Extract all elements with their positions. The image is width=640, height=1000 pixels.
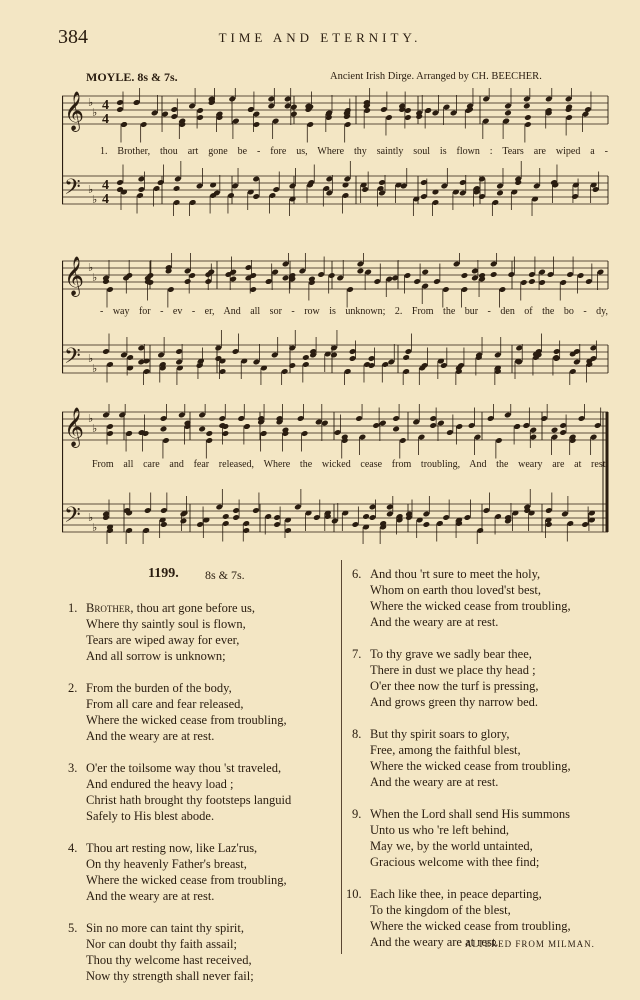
stanza-number: 6. <box>352 567 362 581</box>
svg-text:♭: ♭ <box>88 512 94 524</box>
tune-name: MOYLE. 8s & 7s. <box>86 70 178 84</box>
stanza-line: And the weary are at rest. <box>370 935 499 949</box>
svg-text:𝄢: 𝄢 <box>64 503 81 533</box>
column-divider <box>341 560 342 954</box>
stanza-line: And endured the heavy load ; <box>86 777 234 791</box>
running-title: TIME AND ETERNITY. <box>218 30 422 45</box>
stanza-line: Thou art resting now, like Laz'rus, <box>86 841 258 855</box>
stanza-line: Where the wicked cease from troubling, <box>86 713 287 727</box>
stanza-2 <box>68 680 291 744</box>
svg-text:𝄢: 𝄢 <box>64 344 81 374</box>
svg-text:♭: ♭ <box>88 97 94 109</box>
svg-text:4: 4 <box>102 98 109 113</box>
stanza-line: Where the wicked cease from troubling, <box>86 873 287 887</box>
stanza-line: And the weary are at rest. <box>86 889 215 903</box>
stanza-line: Now thy strength shall never fail; <box>86 969 254 983</box>
stanza-line: May we, by the world untainted, <box>370 839 533 853</box>
stanza-line: Unto us who 're left behind, <box>370 823 510 837</box>
stanza-number: 5. <box>68 921 78 935</box>
stanza-5 <box>68 920 291 984</box>
system-3 <box>62 404 610 544</box>
stanza-line: And the weary are at rest. <box>370 615 499 629</box>
svg-text:𝄞: 𝄞 <box>64 91 85 131</box>
stanza-line: Where the wicked cease from troubling, <box>370 919 571 933</box>
stanza-line: Sin no more can taint thy spirit, <box>86 921 244 935</box>
stanza-6 <box>352 566 571 630</box>
stanza-line: Where thy saintly soul is flown, <box>86 617 246 631</box>
stanza-line: O'er thee now the turf is pressing, <box>370 679 539 693</box>
stanza-first-word: Brother, <box>86 601 134 615</box>
stanza-number: 1. <box>68 601 78 615</box>
svg-text:4: 4 <box>102 178 109 193</box>
stanza-line: To the kingdom of the blest, <box>370 903 511 917</box>
stanza-number: 10. <box>346 887 362 901</box>
stanza-9 <box>352 806 571 870</box>
stanza-number: 8. <box>352 727 362 741</box>
svg-text:♭: ♭ <box>88 262 94 274</box>
stanza-line: thou art gone before us, <box>133 601 255 615</box>
stanza-line: Gracious welcome with thee find; <box>370 855 540 869</box>
stanza-number: 3. <box>68 761 78 775</box>
stanza-line: And the weary are at rest. <box>370 775 499 789</box>
stanza-line: Tears are wiped away for ever, <box>86 633 240 647</box>
svg-text:♭: ♭ <box>92 423 98 435</box>
stanza-line: On thy heavenly Father's breast, <box>86 857 247 871</box>
stanza-line: And the weary are at rest. <box>86 729 215 743</box>
stanza-line: And thou 'rt sure to meet the holy, <box>370 567 541 581</box>
svg-text:♭: ♭ <box>92 363 98 375</box>
stanza-number: 2. <box>68 681 78 695</box>
stanza-line: From all care and fear released, <box>86 697 244 711</box>
svg-text:4: 4 <box>102 112 109 127</box>
svg-text:𝄞: 𝄞 <box>64 407 85 447</box>
stanza-3 <box>68 760 291 824</box>
stanza-line: When the Lord shall send His summons <box>370 807 570 821</box>
stanza-line: Thou thy welcome hast received, <box>86 953 252 967</box>
hymn-meter: 8s & 7s. <box>205 568 245 582</box>
svg-text:𝄢: 𝄢 <box>64 175 81 205</box>
tune-credit: Ancient Irish Dirge. Arranged by CH. BEECHER. <box>330 71 542 82</box>
stanza-line: There in dust we place thy head ; <box>370 663 536 677</box>
stanza-8 <box>352 726 571 790</box>
right-column <box>346 566 571 966</box>
stanza-line: But thy spirit soars to glory, <box>370 727 510 741</box>
svg-text:♭: ♭ <box>88 353 94 365</box>
stanza-line: And grows green thy narrow bed. <box>370 695 539 709</box>
stanza-number: 9. <box>352 807 362 821</box>
svg-text:♭: ♭ <box>92 522 98 534</box>
stanza-line: And all sorrow is unknown; <box>86 649 226 663</box>
stanza-line: O'er the toilsome way thou 'st traveled, <box>86 761 282 775</box>
svg-text:♭: ♭ <box>92 272 98 284</box>
svg-text:♭: ♭ <box>88 413 94 425</box>
svg-text:♭: ♭ <box>92 107 98 119</box>
svg-text:♭: ♭ <box>88 184 94 196</box>
stanza-line: Where the wicked cease from troubling, <box>370 599 571 613</box>
stanza-number: 4. <box>68 841 78 855</box>
svg-text:♭: ♭ <box>92 194 98 206</box>
system-2 <box>62 253 610 385</box>
stanza-7 <box>352 646 571 710</box>
stanza-line: To thy grave we sadly bear thee, <box>370 647 532 661</box>
stanza-4 <box>68 840 291 904</box>
lyric-line-1: 1. Brother, thou art gone be - fore us, Where thy saintly soul is flown : Tears are wiped a - <box>100 146 608 157</box>
stanza-1 <box>68 600 291 664</box>
hymn-number: 1199. <box>148 566 179 581</box>
stanza-line: Free, among the faithful blest, <box>370 743 521 757</box>
stanza-line: Each like thee, in peace departing, <box>370 887 542 901</box>
stanza-line: Christ hath brought thy footsteps languid <box>86 793 292 807</box>
stanza-number: 7. <box>352 647 362 661</box>
svg-text:𝄞: 𝄞 <box>64 256 85 296</box>
left-column <box>68 600 291 1000</box>
stanza-line: Where the wicked cease from troubling, <box>370 759 571 773</box>
stanza-line: From the burden of the body, <box>86 681 232 695</box>
attribution: ALTERED FROM MILMAN. <box>465 939 595 949</box>
stanza-line: Whom on earth thou loved'st best, <box>370 583 541 597</box>
stanza-line: Safely to His blest abode. <box>86 809 215 823</box>
stanza-line: Nor can doubt thy faith assail; <box>86 937 238 951</box>
lyric-line-2: - way for - ev - er, And all sor - row is unknown; 2. From the bur - den of the bo - dy, <box>100 306 608 317</box>
lyric-line-3: From all care and fear released, Where the wicked cease from troubling, And the weary are at rest. <box>92 459 608 470</box>
svg-text:4: 4 <box>102 192 109 207</box>
page-number: 384 <box>58 26 88 48</box>
